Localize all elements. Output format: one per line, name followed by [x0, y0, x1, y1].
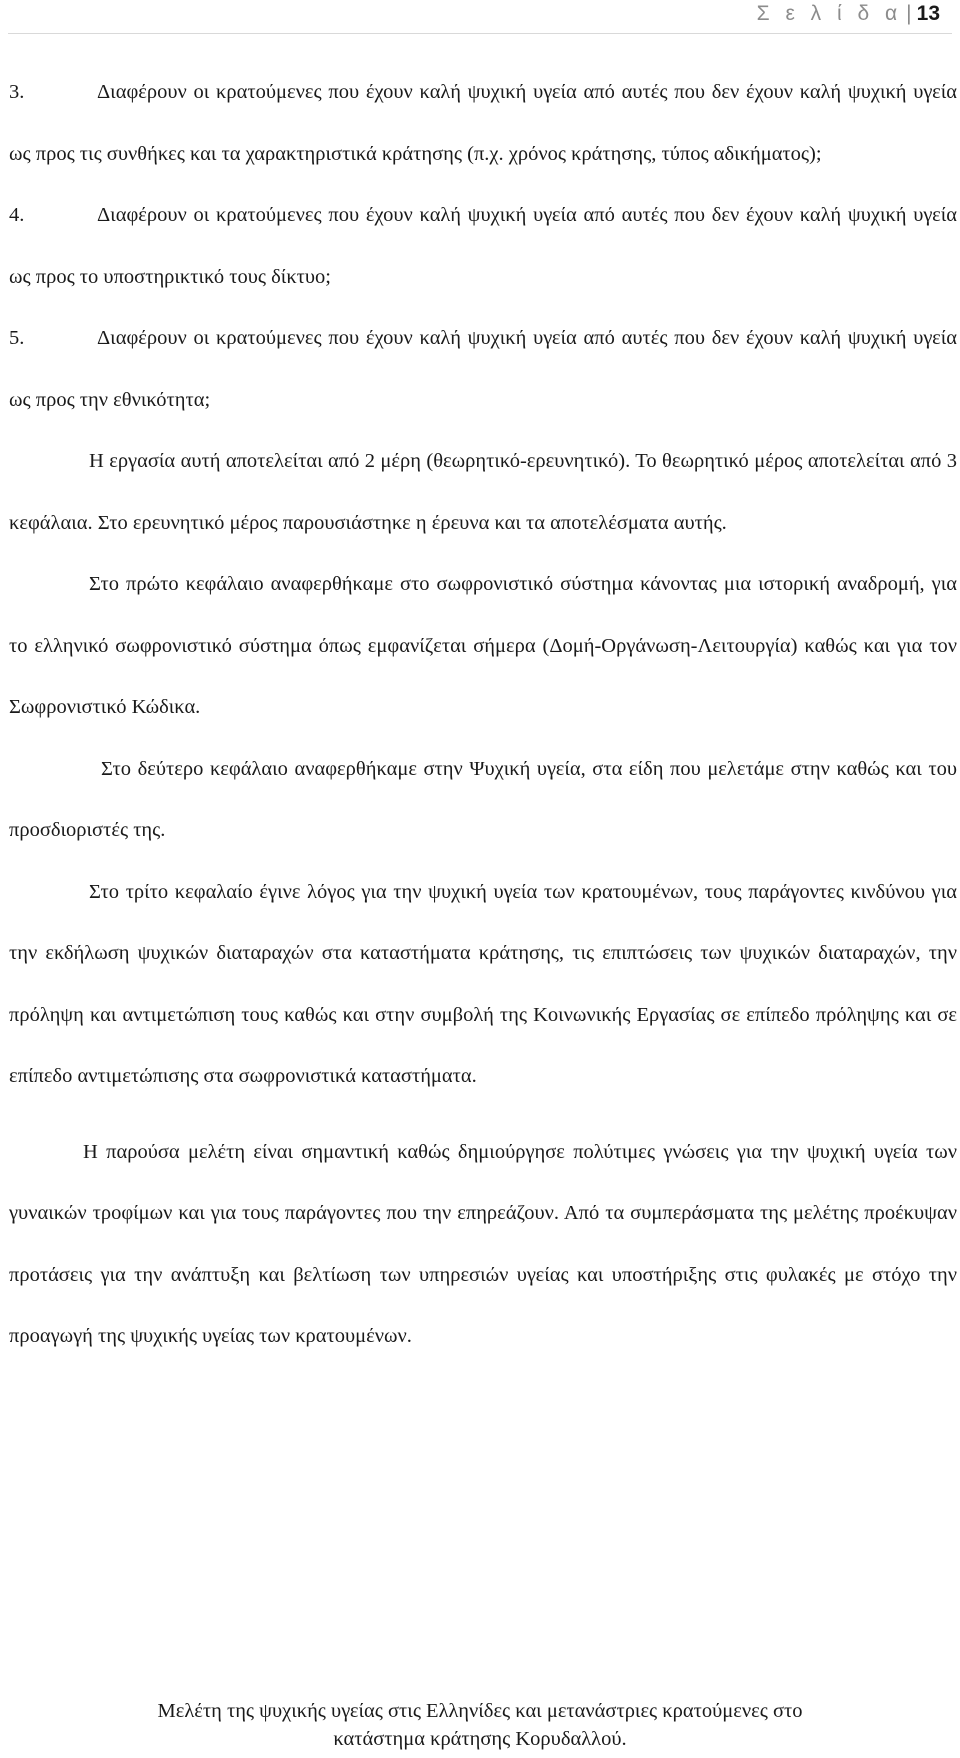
chapter2-paragraph: Στο δεύτερο κεφάλαιο αναφερθήκαμε στην Ψυχική υγεία, στα είδη που μελετάμε στην καθώς και του προσδιοριστές της.: [9, 757, 957, 841]
page-label: Σ ε λ ί δ α: [756, 2, 903, 25]
page-number: 13: [916, 2, 940, 25]
question-text: Διαφέρουν οι κρατούμενες που έχουν καλή ψυχική υγεία από αυτές που δεν έχουν καλή ψυχική υγεία ως προς τις συνθήκες και τα χαρακτηριστικά κράτησης (π.χ. χρόνος κράτησης, τύπος αδικήματος);: [9, 81, 957, 165]
header-divider: [8, 33, 952, 34]
page-label-separator: |: [906, 2, 912, 25]
question-text: Διαφέρουν οι κρατούμενες που έχουν καλή ψυχική υγεία από αυτές που δεν έχουν καλή ψυχική υγεία ως προς το υποστηρικτικό τους δίκτυο;: [9, 204, 957, 288]
page-header: [0, 0, 960, 34]
research-question-5: [9, 308, 957, 431]
footer-line-1: Μελέτη της ψυχικής υγείας στις Ελληνίδες και μετανάστριες κρατούμενες στο: [157, 1700, 803, 1722]
question-text: Διαφέρουν οι κρατούμενες που έχουν καλή ψυχική υγεία από αυτές που δεν έχουν καλή ψυχική υγεία ως προς την εθνικότητα;: [9, 327, 957, 411]
conclusion-paragraph: Η παρούσα μελέτη είναι σημαντική καθώς δημιούργησε πολύτιμες γνώσεις για την ψυχική υγεία των γυναικών τροφίμων και για τους παράγοντες που την επηρεάζουν. Από τα συμπεράσματα της μελέτης προέκυψαν προτάσεις για την ανάπτυξη και βελτίωση των υπηρεσιών υγείας και υποστήριξης στις φυλακές με στόχο την προαγωγή της ψυχικής υγείας των κρατουμένων.: [9, 1140, 957, 1347]
chapter1-paragraph: Στο πρώτο κεφάλαιο αναφερθήκαμε στο σωφρονιστικό σύστημα κάνοντας μια ιστορική αναδρομή, για το ελληνικό σωφρονιστικό σύστημα όπως εμφανίζεται σήμερα (Δομή-Οργάνωση-Λειτουργία) καθώς και για τον Σωφρονιστικό Κώδικα.: [9, 573, 957, 718]
structure-paragraph: Η εργασία αυτή αποτελείται από 2 μέρη (θεωρητικό-ερευνητικό). Το θεωρητικό μέρος αποτελείται από 3 κεφάλαια. Στο ερευνητικό μέρος παρουσιάστηκε η έρευνα και τα αποτελέσματα αυτής.: [9, 450, 957, 534]
page-footer: [0, 1697, 960, 1753]
research-question-4: [9, 185, 957, 308]
question-number: 3.: [9, 81, 25, 103]
page-number-indicator: [757, 2, 940, 26]
question-number: 4.: [9, 204, 25, 226]
question-number: 5.: [9, 327, 25, 349]
research-question-3: [9, 62, 957, 185]
footer-line-2: κατάστημα κράτησης Κορυδαλλού.: [333, 1728, 627, 1750]
document-body: [9, 62, 957, 1368]
chapter3-paragraph: Στο τρίτο κεφαλαίο έγινε λόγος για την ψυχική υγεία των κρατουμένων, τους παράγοντες κινδύνου για την εκδήλωση ψυχικών διαταραχών στα καταστήματα κράτησης, τις επιπτώσεις των ψυχικών διαταραχών, την πρόληψη και αντιμετώπιση τους καθώς και στην συμβολή της Κοινωνικής Εργασίας σε επίπεδο πρόληψης και σε επίπεδο αντιμετώπισης στα σωφρονιστικά καταστήματα.: [9, 880, 957, 1087]
